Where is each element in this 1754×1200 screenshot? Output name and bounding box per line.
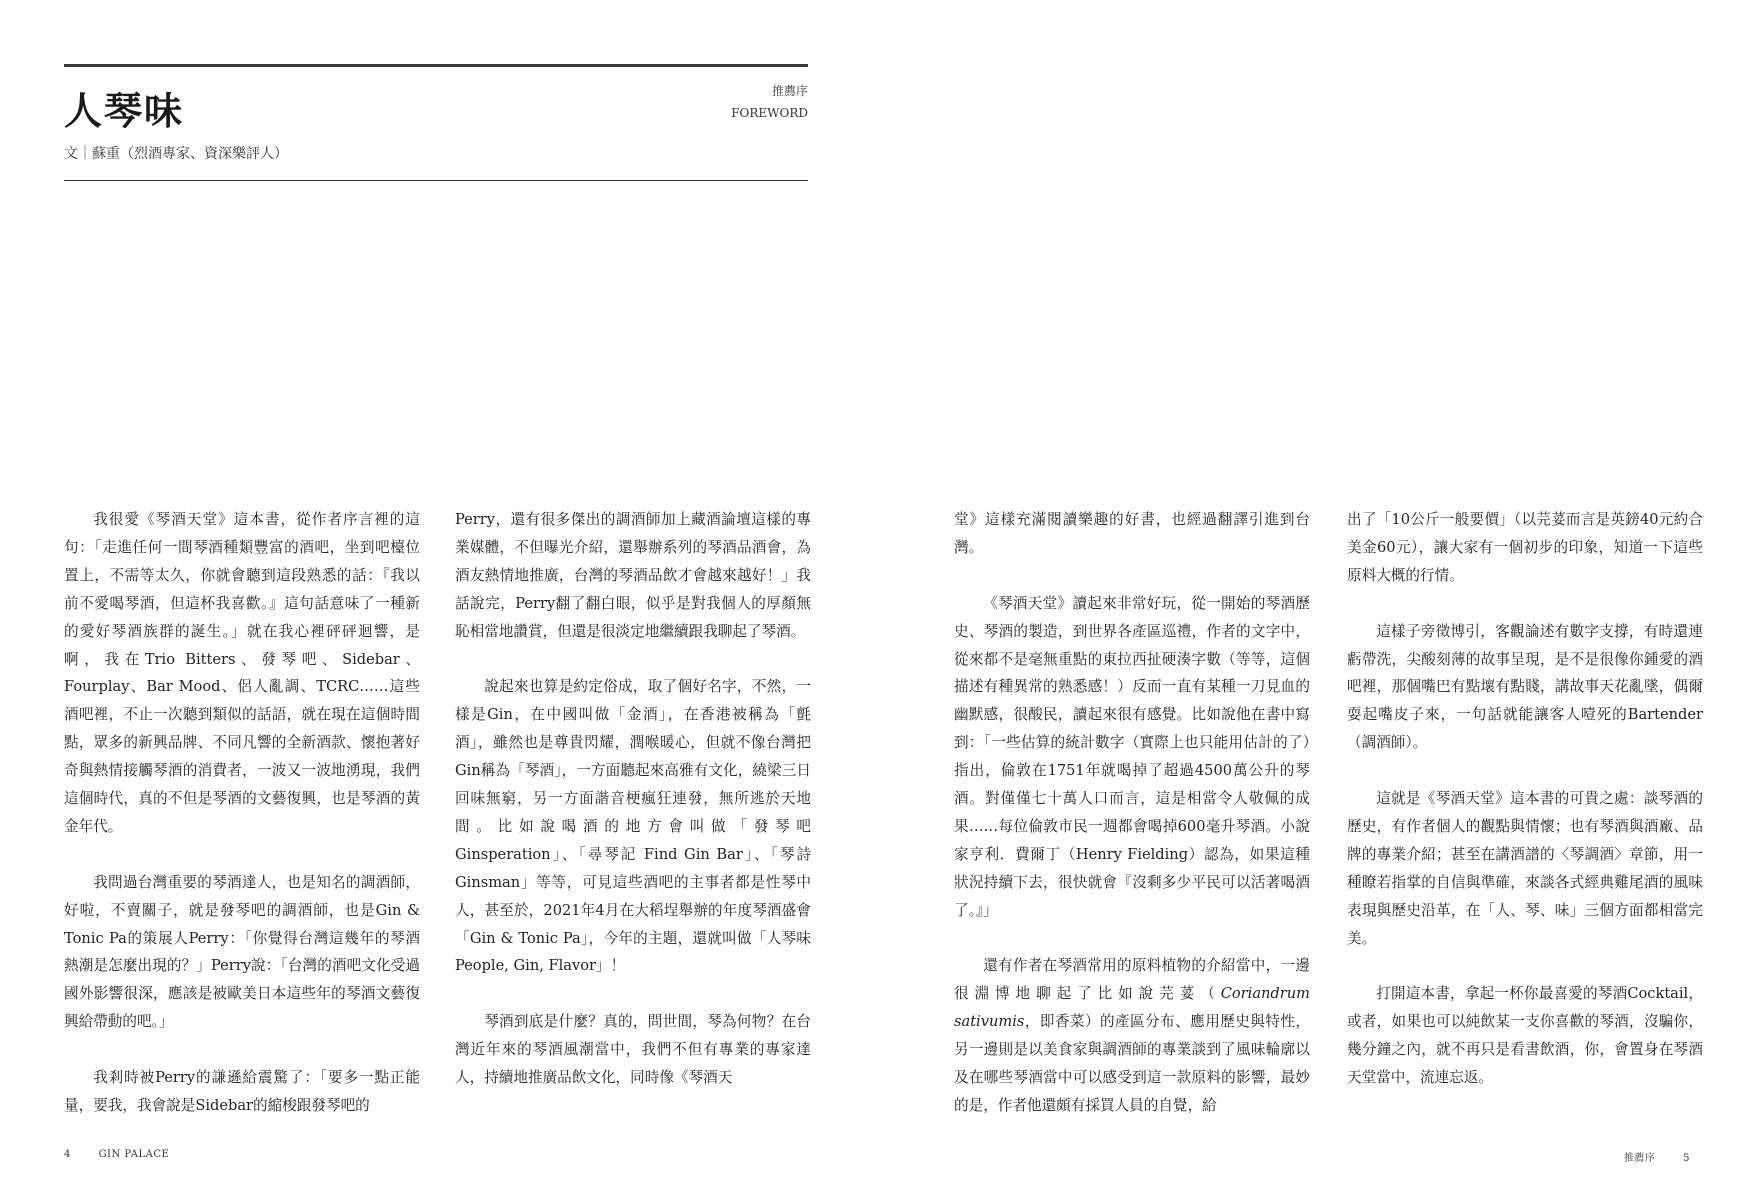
section-tag [731,80,808,124]
text-column-1 [64,506,420,1120]
paragraph: 琴酒到底是什麼？真的，問世間，琴為何物？在台灣近年來的琴酒風潮當中，我們不但有專業的專家達人，持續地推廣品飲文化，同時像《琴酒天 [455,1013,811,1087]
text-column-4 [1347,506,1703,1092]
right-page [877,0,1754,1200]
paragraph: 堂》這樣充滿閱讀樂趣的好書，也經過翻譯引進到台灣。 [954,511,1310,556]
botanical-name: Coriandrum sativumis [954,985,1310,1031]
page-number: 4 [64,1149,71,1160]
paragraph: 我很愛《琴酒天堂》這本書，從作者序言裡的這句：「走進任何一間琴酒種類豐富的酒吧，坐到吧檯位置上，不需等太久，你就會聽到這段熟悉的話：『我以前不愛喝琴酒，但這杯我喜歡。』這句話意味了一種新的愛好琴酒族群的誕生。」就在我心裡砰砰迴響，是啊，我在Trio Bitters、發琴吧、Sidebar、Fourplay、Bar Mood、侶人亂調、TCRC……這些酒吧裡，不止一次聽到類似的話語，就在現在這個時間點，眾多的新興品牌、不同凡響的全新酒款、懷抱著好奇與熱情接觸琴酒的消費者，一波又一波地湧現，我們這個時代，真的不但是琴酒的文藝復興，也是琴酒的黃金年代。 [64,511,420,835]
text-column-2 [455,506,811,1092]
author-byline: 文｜蘇重（烈酒專家、資深樂評人） [64,146,288,162]
section-label-en: FOREWORD [731,106,808,120]
running-title: GIN PALACE [98,1149,170,1160]
page-footer-right [1624,1149,1690,1164]
text-run: ，即香菜）的產區分布、應用歷史與特性，另一邊則是以美食家與調酒師的專業談到了風味輪廓以及在哪些琴酒當中可以感受到這一款原料的影響，最妙的是，作者他還頗有採買人員的自覺，給 [954,1013,1310,1114]
paragraph [954,952,1310,1119]
paragraph: 出了「10公斤一般要價」（以芫荽而言是英鎊40元約合美金60元），讓大家有一個初步的印象，知道一下這些原料大概的行情。 [1347,511,1703,584]
paragraph: 《琴酒天堂》讀起來非常好玩，從一開始的琴酒歷史、琴酒的製造，到世界各產區巡禮，作者的文字中，從來都不是毫無重點的東拉西扯硬湊字數（等等，這個描述有種異常的熟悉感！）反而一直有某種一刀見血的幽默感，很酸民，讀起來很有感覺。比如說他在書中寫到：「一些估算的統計數字（實際上也只能用估計的了）指出，倫敦在1751年就喝掉了超過4500萬公升的琴酒。對僅僅七十萬人口而言，這是相當令人敬佩的成果……每位倫敦市民一週都會喝掉600毫升琴酒。小說家亨利．費爾丁（Henry Fielding）認為，如果這種狀況持續下去，很快就會『沒剩多少平民可以活著喝酒了。』」 [954,594,1310,919]
page-number: 5 [1683,1153,1690,1164]
paragraph: 這樣子旁徵博引，客觀論述有數字支撐，有時還連虧帶洗，尖酸刻薄的故事呈現，是不是很像你鍾愛的酒吧裡，那個嘴巴有點壞有點賤，講故事天花亂墜，偶爾耍起嘴皮子來，一句話就能讓客人噎死的Bartender（調酒師）。 [1347,622,1703,752]
text-run: 還有作者在琴酒常用的原料植物的介紹當中，一邊很淵博地聊起了比如說芫荽（ [954,957,1310,1003]
page-footer-left [64,1149,169,1160]
header-top-rule [64,64,808,67]
paragraph: 打開這本書，拿起一杯你最喜愛的琴酒Cocktail，或者，如果也可以純飲某一支你喜歡的琴酒，沒騙你，幾分鐘之內，就不再只是看書飲酒，你，會置身在琴酒天堂當中，流連忘返。 [1347,985,1703,1087]
section-label-zh: 推薦序 [771,84,808,98]
paragraph: Perry，還有很多傑出的調酒師加上藏酒論壇這樣的專業媒體，不但曝光介紹，還舉辦系列的琴酒品酒會，為酒友熱情地推廣，台灣的琴酒品飲才會越來越好！」我話說完，Perry翻了翻白眼，似乎是對我個人的厚顏無恥相當地讚賞，但還是很淡定地繼續跟我聊起了琴酒。 [455,511,811,640]
header-bottom-rule [64,180,808,181]
paragraph: 這就是《琴酒天堂》這本書的可貴之處：談琴酒的歷史，有作者個人的觀點與情懷；也有琴酒與酒廠、品牌的專業介紹；甚至在講酒譜的〈琴調酒〉章節，用一種瞭若指掌的自信與準確，來談各式經典雞尾酒的風味表現與歷史沿革，在「人、琴、味」三個方面都相當完美。 [1347,790,1703,947]
text-column-3 [954,506,1310,1120]
article-title: 人琴味 [64,88,185,133]
paragraph: 我剎時被Perry的謙遜給震驚了：「要多一點正能量，要我，我會說是Sidebar的縮梭跟發琴吧的 [64,1069,420,1114]
paragraph: 說起來也算是約定俗成，取了個好名字，不然，一樣是Gin，在中國叫做「金酒」，在香港被稱為「氈酒」，雖然也是尊貴閃耀，潤喉暖心，但就不像台灣把Gin稱為「琴酒」，一方面聽起來高雅有文化，繞梁三日回味無窮，另一方面諧音梗瘋狂連發，無所逃於天地間。比如說喝酒的地方會叫做「發琴吧Ginsperation」、「尋琴記 Find Gin Bar」、「琴詩Ginsman」等等，可見這些酒吧的主事者都是性琴中人，甚至於，2021年4月在大稻埕舉辦的年度琴酒盛會「Gin & Tonic Pa」，今年的主題，還就叫做「人琴味People, Gin, Flavor」！ [455,678,811,975]
paragraph: 我問過台灣重要的琴酒達人，也是知名的調酒師，好啦，不賣關子，就是發琴吧的調酒師，也是Gin & Tonic Pa的策展人Perry：「你覺得台灣這幾年的琴酒熱潮是怎麼出現的？」Perry說：「台灣的酒吧文化受過國外影響很深，應該是被歐美日本這些年的琴酒文藝復興給帶動的吧。」 [64,873,420,1031]
running-title: 推薦序 [1623,1153,1656,1164]
